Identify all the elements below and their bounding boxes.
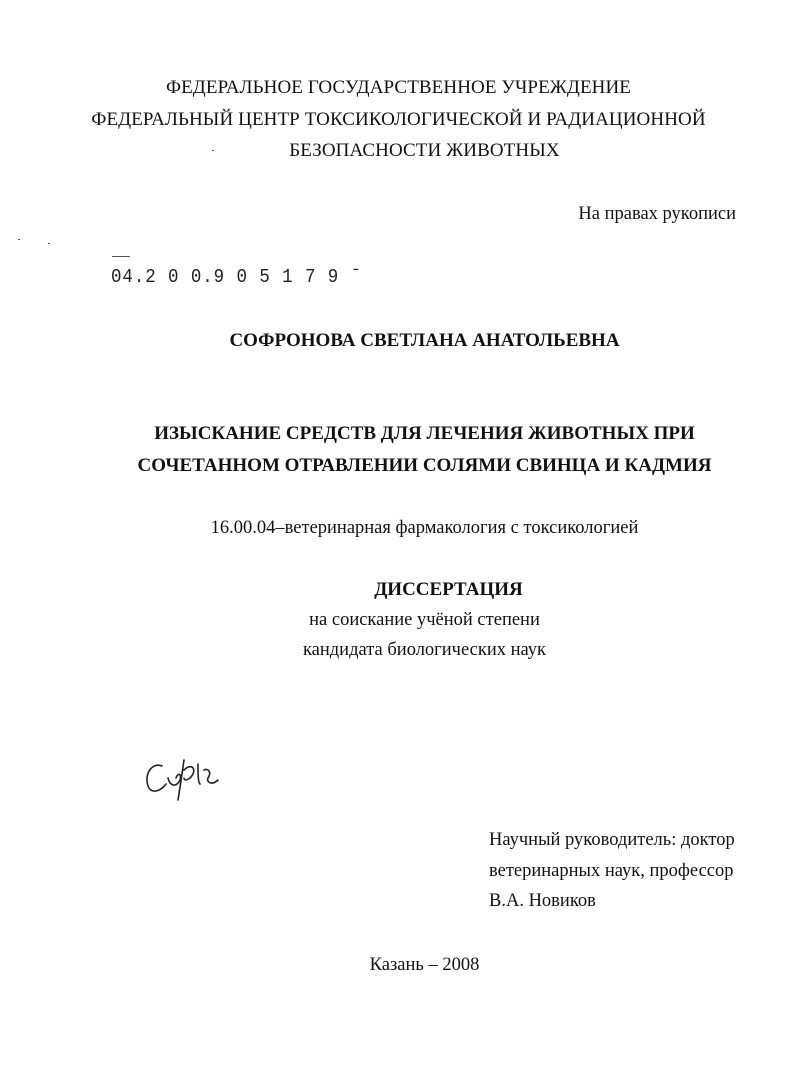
registration-number: 04.2 0 0.9 0 5 1 7 9 [111,266,340,288]
scan-speck [18,239,20,240]
title-line-1: ИЗЫСКАНИЕ СРЕДСТВ ДЛЯ ЛЕЧЕНИЯ ЖИВОТНЫХ ПРИ [154,423,695,444]
registration-number-stamp [111,266,362,288]
title-line-2: СОЧЕТАННОМ ОТРАВЛЕНИИ СОЛЯМИ СВИНЦА И КАДМИЯ [137,455,712,476]
scan-speck [112,256,130,257]
scan-speck [212,150,214,151]
degree-line-2: кандидата биологических наук [302,640,547,660]
place-year: Казань – 2008 [369,955,480,975]
supervisor-name: В.А. Новиков [489,891,596,911]
supervisor-line-1: Научный руководитель: доктор [489,830,735,850]
institution-line-1: ФЕДЕРАЛЬНОЕ ГОСУДАРСТВЕННОЕ УЧРЕЖДЕНИЕ [165,77,632,98]
institution-line-2: ФЕДЕРАЛЬНЫЙ ЦЕНТР ТОКСИКОЛОГИЧЕСКОЙ И РАДИАЦИОННОЙ [91,109,706,130]
supervisor-line-2: ветеринарных наук, профессор [489,861,734,881]
document-type: ДИССЕРТАЦИЯ [374,579,523,600]
degree-line-1: на соискание учёной степени [309,610,540,630]
handwritten-signature [140,748,230,808]
author-name: СОФРОНОВА СВЕТЛАНА АНАТОЛЬЕВНА [229,330,620,351]
stamp-mark: ˉ [339,266,363,288]
institution-line-3: БЕЗОПАСНОСТИ ЖИВОТНЫХ [289,140,560,161]
specialty: 16.00.04–ветеринарная фармакология с токсикологией [210,518,639,538]
rights-note: На правах рукописи [578,204,736,224]
scan-speck [48,243,50,244]
